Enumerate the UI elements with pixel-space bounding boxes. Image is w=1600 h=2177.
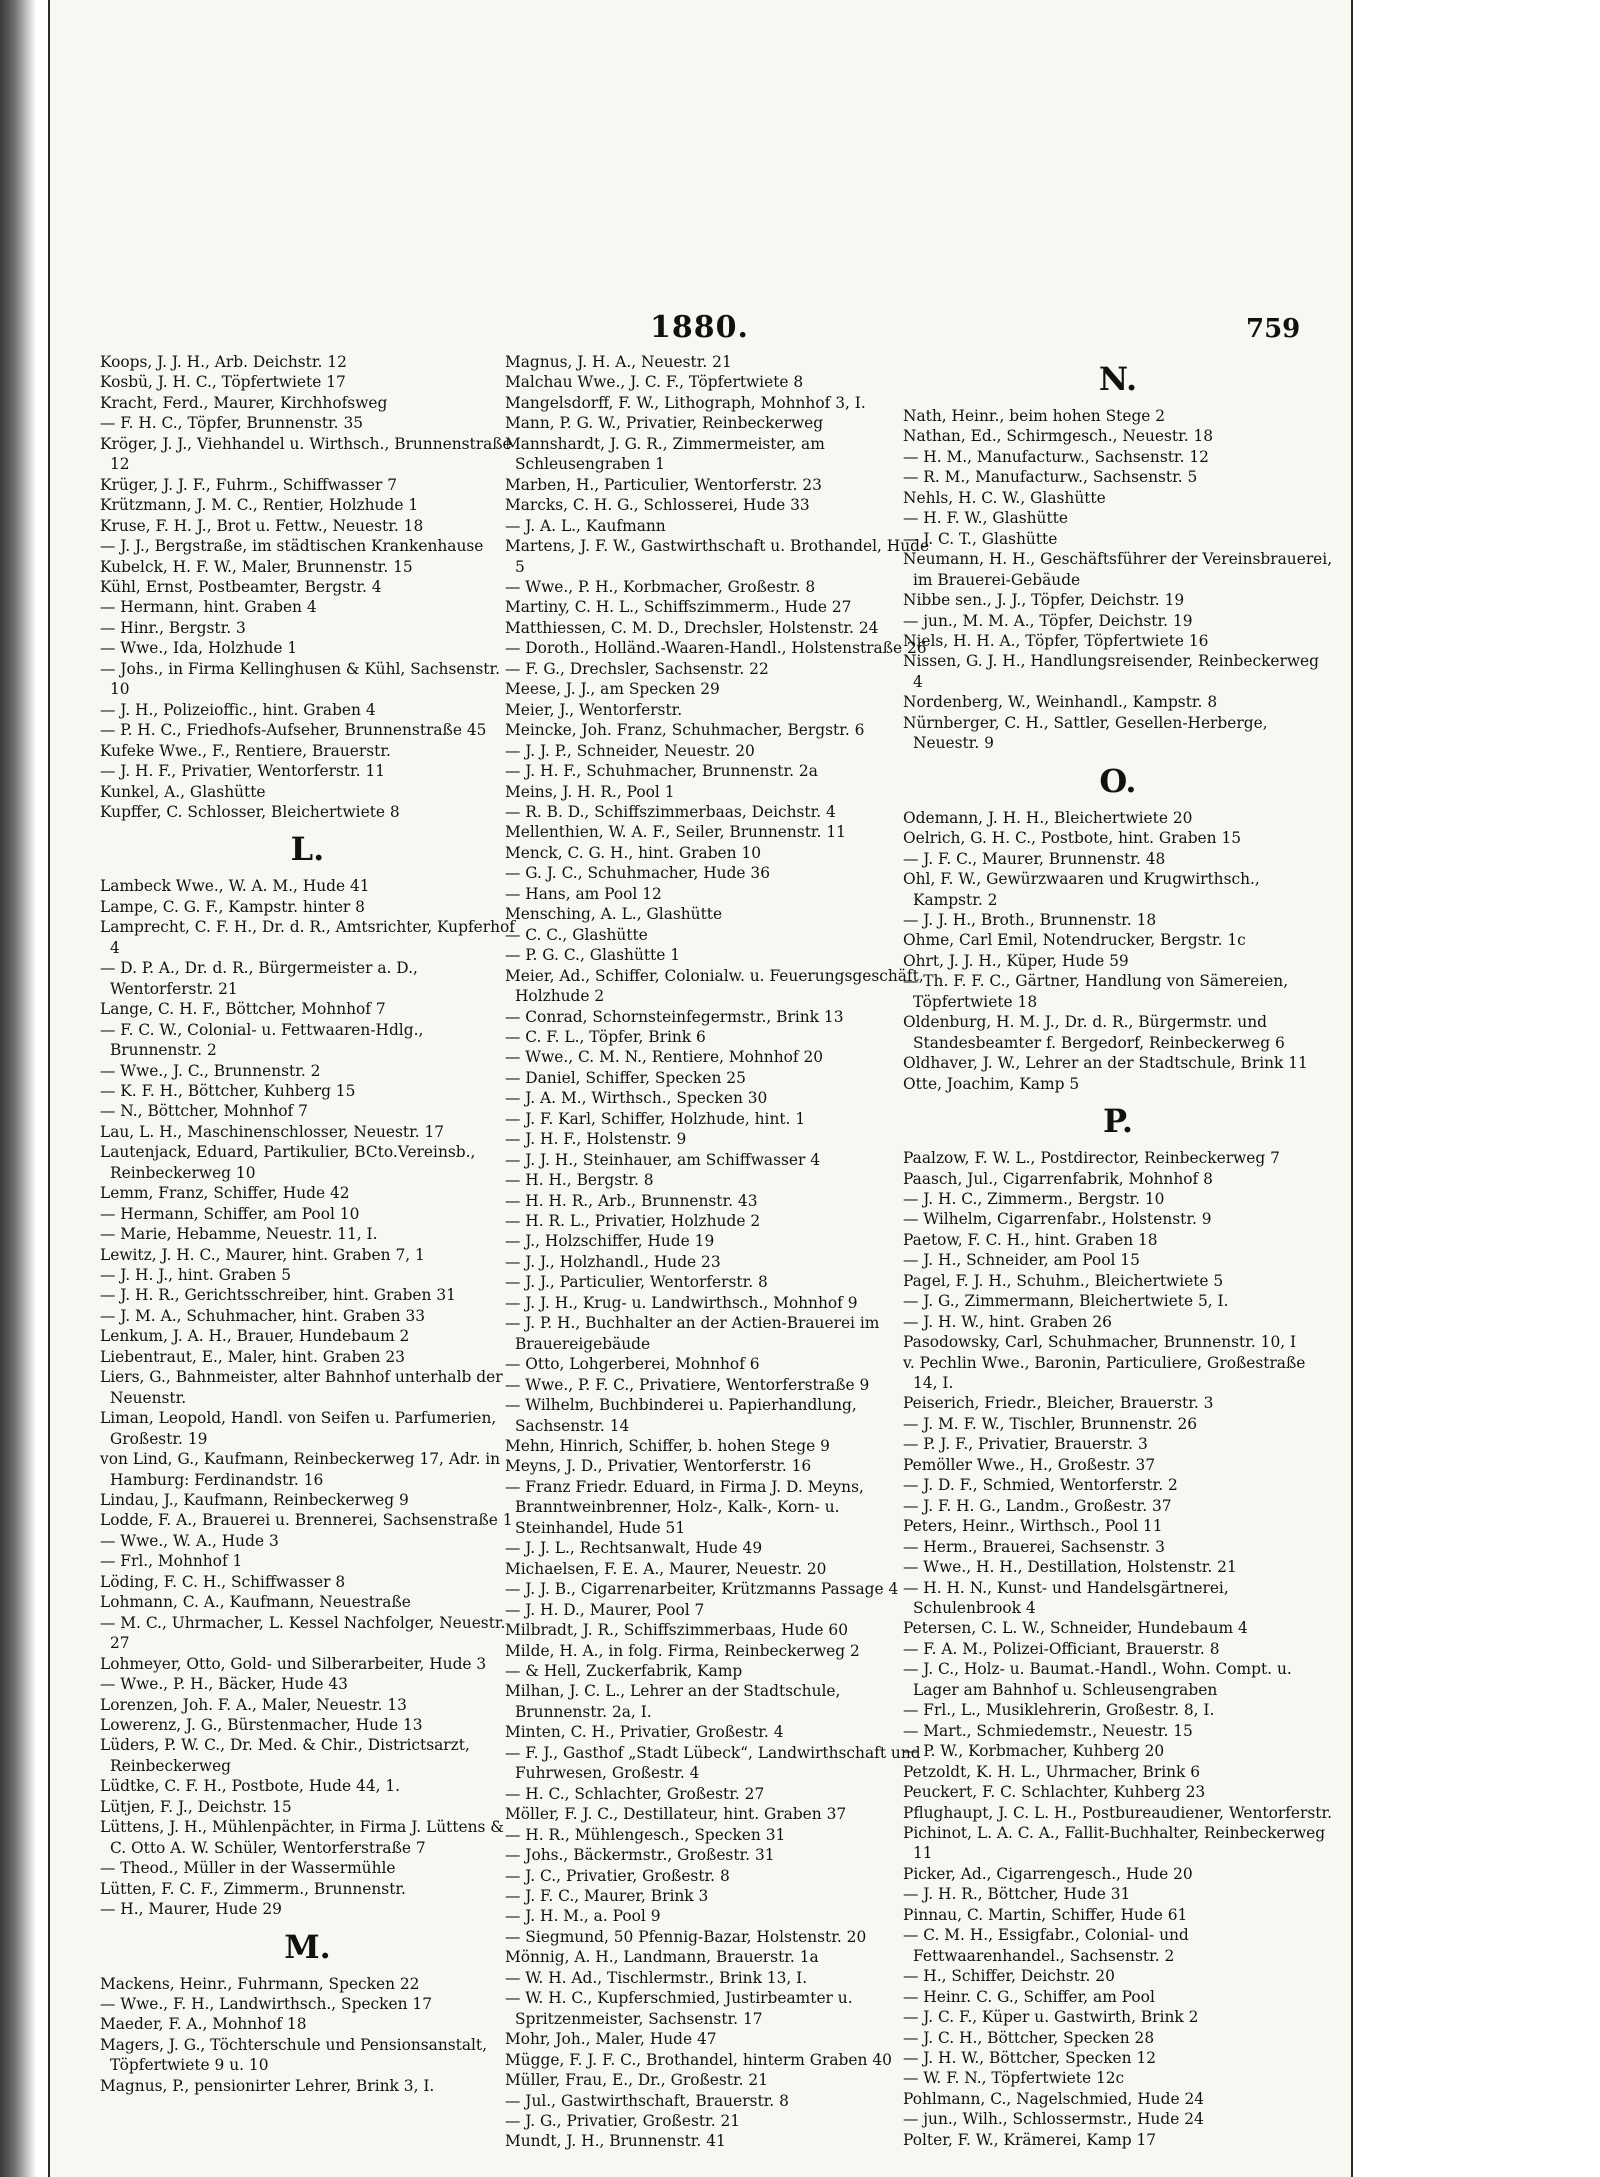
directory-entry: — Hinr., Bergstr. 3 bbox=[100, 618, 246, 637]
directory-entry: Meese, J. J., am Specken 29 bbox=[505, 680, 720, 699]
directory-entry: — Johs., Bäckermstr., Großestr. 31 bbox=[505, 1846, 775, 1865]
directory-entry: — P. W., Korbmacher, Kuhberg 20 bbox=[903, 1742, 1165, 1761]
directory-entry: Magers, J. G., Töchterschule und Pensionsanstalt, Töpfertwiete 9 u. 10 bbox=[100, 2035, 487, 2075]
directory-entry: Mönnig, A. H., Landmann, Brauerstr. 1a bbox=[505, 1948, 819, 1967]
directory-entry: — J. C., Holz- u. Baumat.-Handl., Wohn. Compt. u. Lager am Bahnhof u. Schleusengraben bbox=[903, 1660, 1292, 1699]
directory-entry: Pflughaupt, J. C. L. H., Postbureaudiener, Wentorferstr. bbox=[903, 1803, 1333, 1822]
directory-entry: — J. H. M., a. Pool 9 bbox=[505, 1907, 661, 1926]
directory-entry: Nath, Heinr., beim hohen Stege 2 bbox=[903, 407, 1166, 425]
directory-entry: — Wilhelm, Buchbinderei u. Papierhandlung, Sachsenstr. 14 bbox=[505, 1396, 857, 1435]
directory-entry: — Conrad, Schornsteinfegermstr., Brink 13 bbox=[505, 1007, 844, 1026]
directory-page bbox=[48, 0, 1353, 2177]
directory-entry: Lütjen, F. J., Deichstr. 15 bbox=[100, 1797, 292, 1816]
directory-entry: Niels, H. H. A., Töpfer, Töpfertwiete 16 bbox=[903, 631, 1209, 650]
directory-entry: — Hermann, Schiffer, am Pool 10 bbox=[100, 1204, 360, 1223]
directory-entry: Lüdtke, C. F. H., Postbote, Hude 44, 1. bbox=[100, 1777, 401, 1796]
directory-entry: Mügge, F. J. F. C., Brothandel, hinterm Graben 40 bbox=[505, 2050, 892, 2069]
directory-entry: Ohme, Carl Emil, Notendrucker, Bergstr. 1c bbox=[903, 931, 1246, 950]
directory-entry: — J. M. F. W., Tischler, Brunnenstr. 26 bbox=[903, 1414, 1198, 1433]
directory-entry: Magnus, P., pensionirter Lehrer, Brink 3, I. bbox=[100, 2076, 435, 2095]
directory-entry: Mehn, Hinrich, Schiffer, b. hohen Stege 9 bbox=[505, 1437, 830, 1456]
column-3 bbox=[903, 352, 1333, 2149]
directory-entry: — P. J. F., Privatier, Brauerstr. 3 bbox=[903, 1435, 1148, 1454]
directory-entry: — Johs., in Firma Kellinghusen & Kühl, Sachsenstr. 10 bbox=[100, 659, 501, 699]
directory-entry: Martens, J. F. W., Gastwirthschaft u. Brothandel, Hude 5 bbox=[505, 537, 930, 576]
directory-entry: — Frl., L., Musiklehrerin, Großestr. 8, I. bbox=[903, 1701, 1215, 1720]
directory-entry: — J. J. H., Steinhauer, am Schiffwasser 4 bbox=[505, 1150, 821, 1169]
section-letter-heading: M. bbox=[284, 1927, 331, 1966]
directory-entry: Nehls, H. C. W., Glashütte bbox=[903, 488, 1106, 507]
directory-entry: — P. H. C., Friedhofs-Aufseher, Brunnenstraße 45 bbox=[100, 721, 487, 740]
directory-entry: Mohr, Joh., Maler, Hude 47 bbox=[505, 2030, 717, 2049]
directory-entry: — W. H. Ad., Tischlermstr., Brink 13, I. bbox=[505, 1968, 808, 1987]
directory-entry: Möller, F. J. C., Destillateur, hint. Graben 37 bbox=[505, 1805, 847, 1824]
directory-entry: Löding, F. C. H., Schiffwasser 8 bbox=[100, 1572, 346, 1591]
directory-entry: Pagel, F. J. H., Schuhm., Bleichertwiete 5 bbox=[903, 1271, 1224, 1290]
directory-entry: — J. H. R., Gerichtsschreiber, hint. Graben 31 bbox=[100, 1286, 456, 1305]
directory-entry: Otte, Joachim, Kamp 5 bbox=[903, 1074, 1080, 1093]
directory-entry: — J. F. C., Maurer, Brunnenstr. 48 bbox=[903, 849, 1166, 868]
directory-entry: — P. G. C., Glashütte 1 bbox=[505, 946, 681, 965]
directory-entry: Lange, C. H. F., Böttcher, Mohnhof 7 bbox=[100, 1000, 386, 1019]
directory-entry: Lüttens, J. H., Mühlenpächter, in Firma J. Lüttens & C. Otto A. W. Schüler, Wentorferstraße 7 bbox=[100, 1818, 505, 1857]
directory-entry: Lowerenz, J. G., Bürstenmacher, Hude 13 bbox=[100, 1716, 423, 1734]
directory-entry: — J. C., Privatier, Großestr. 8 bbox=[505, 1866, 730, 1885]
directory-entry: — J. J., Particulier, Wentorferstr. 8 bbox=[505, 1273, 768, 1292]
directory-entry: Pohlmann, C., Nagelschmied, Hude 24 bbox=[903, 2089, 1205, 2108]
directory-entry: Pasodowsky, Carl, Schuhmacher, Brunnenstr. 10, I bbox=[903, 1333, 1297, 1352]
directory-entry: — Wwe., H. H., Destillation, Holstenstr. 21 bbox=[903, 1558, 1237, 1577]
directory-entry: Lindau, J., Kaufmann, Reinbeckerweg 9 bbox=[100, 1491, 409, 1510]
directory-entry: Petzoldt, K. H. L., Uhrmacher, Brink 6 bbox=[903, 1762, 1201, 1781]
directory-entry: — J. M. A., Schuhmacher, hint. Graben 33 bbox=[100, 1306, 426, 1325]
directory-entry: Lambeck Wwe., W. A. M., Hude 41 bbox=[100, 877, 370, 896]
directory-entry: — Wwe., J. C., Brunnenstr. 2 bbox=[100, 1061, 321, 1080]
directory-entry: — Hans, am Pool 12 bbox=[505, 884, 662, 903]
directory-entry: — J. H. W., hint. Graben 26 bbox=[903, 1312, 1112, 1331]
directory-entry: — jun., Wilh., Schlossermstr., Hude 24 bbox=[903, 2110, 1204, 2129]
directory-entry: — F. H. C., Töpfer, Brunnenstr. 35 bbox=[100, 414, 364, 433]
directory-entry: Odemann, J. H. H., Bleichertwiete 20 bbox=[903, 808, 1193, 827]
directory-entry: — C. C., Glashütte bbox=[505, 925, 648, 944]
directory-entry: von Lind, G., Kaufmann, Reinbeckerweg 17, Adr. in Hamburg: Ferdinandstr. 16 bbox=[100, 1450, 501, 1489]
directory-entry: — M. C., Uhrmacher, L. Kessel Nachfolger, Neuestr. 27 bbox=[100, 1613, 506, 1653]
directory-entry: Minten, C. H., Privatier, Großestr. 4 bbox=[505, 1723, 784, 1742]
directory-entry: — Wwe., Ida, Holzhude 1 bbox=[100, 639, 298, 658]
directory-entry: Mann, P. G. W., Privatier, Reinbeckerweg bbox=[505, 414, 824, 433]
directory-entry: — J. C. F., Küper u. Gastwirth, Brink 2 bbox=[903, 2008, 1199, 2027]
directory-entry: — Frl., Mohnhof 1 bbox=[100, 1552, 243, 1571]
directory-entry: — G. J. C., Schuhmacher, Hude 36 bbox=[505, 864, 771, 883]
directory-entry: — Franz Friedr. Eduard, in Firma J. D. Meyns, Branntweinbrenner, Holz-, Kalk-, Korn- u. Steinhandel, Hude 51 bbox=[505, 1477, 864, 1537]
directory-entry: Paasch, Jul., Cigarrenfabrik, Mohnhof 8 bbox=[903, 1169, 1213, 1188]
directory-entry: — J. P. H., Buchhalter an der Actien-Brauerei im Brauereigebäude bbox=[505, 1314, 880, 1353]
directory-entry: Nibbe sen., J. J., Töpfer, Deichstr. 19 bbox=[903, 591, 1185, 610]
directory-entry: Koops, J. J. H., Arb. Deichstr. 12 bbox=[100, 353, 347, 371]
directory-entry: Lenkum, J. A. H., Brauer, Hundebaum 2 bbox=[100, 1327, 410, 1346]
scan-binding-edge bbox=[0, 0, 36, 2177]
directory-entry: Matthiessen, C. M. D., Drechsler, Holstenstr. 24 bbox=[505, 618, 879, 637]
directory-entry: — Siegmund, 50 Pfennig-Bazar, Holstenstr. 20 bbox=[505, 1927, 867, 1946]
directory-entry: Meins, J. H. R., Pool 1 bbox=[505, 782, 675, 801]
directory-entry: Lewitz, J. H. C., Maurer, hint. Graben 7, 1 bbox=[100, 1245, 425, 1264]
directory-entry: Müller, Frau, E., Dr., Großestr. 21 bbox=[505, 2071, 768, 2090]
directory-entry: — Theod., Müller in der Wassermühle bbox=[100, 1859, 396, 1878]
directory-entry: Peiserich, Friedr., Bleicher, Brauerstr. 3 bbox=[903, 1394, 1214, 1413]
directory-entry: — Otto, Lohgerberei, Mohnhof 6 bbox=[505, 1355, 760, 1374]
directory-entry: — J. H., Polizeioffic., hint. Graben 4 bbox=[100, 700, 376, 719]
directory-entry: Marben, H., Particulier, Wentorferstr. 23 bbox=[505, 475, 822, 494]
directory-entry: Lemm, Franz, Schiffer, Hude 42 bbox=[100, 1184, 350, 1203]
directory-entry: Kubelck, H. F. W., Maler, Brunnenstr. 15 bbox=[100, 557, 413, 576]
directory-entry: Nissen, G. J. H., Handlungsreisender, Reinbeckerweg 4 bbox=[903, 652, 1319, 691]
directory-entry: — N., Böttcher, Mohnhof 7 bbox=[100, 1102, 308, 1121]
directory-entry: — Doroth., Holländ.-Waaren-Handl., Holstenstraße 26 bbox=[505, 639, 927, 658]
directory-entry: — Wwe., F. H., Landwirthsch., Specken 17 bbox=[100, 1994, 432, 2013]
section-letter-heading: P. bbox=[1103, 1102, 1133, 1141]
directory-entry: — J. H. W., Böttcher, Specken 12 bbox=[903, 2048, 1157, 2067]
directory-entry: Ohl, F. W., Gewürzwaaren und Krugwirthsch., Kampstr. 2 bbox=[903, 870, 1260, 909]
directory-entry: Paetow, F. C. H., hint. Graben 18 bbox=[903, 1230, 1158, 1249]
directory-entry: Magnus, J. H. A., Neuestr. 21 bbox=[505, 353, 732, 371]
directory-entry: Mellenthien, W. A. F., Seiler, Brunnenstr. 11 bbox=[505, 823, 846, 842]
directory-entry: — Hermann, hint. Graben 4 bbox=[100, 598, 317, 617]
directory-entry: Petersen, C. L. W., Schneider, Hundebaum 4 bbox=[903, 1619, 1248, 1638]
directory-entry: — J. F. C., Maurer, Brink 3 bbox=[505, 1886, 709, 1905]
directory-entry: Kühl, Ernst, Postbeamter, Bergstr. 4 bbox=[100, 577, 382, 596]
directory-entry: Mensching, A. L., Glashütte bbox=[505, 905, 723, 924]
directory-entry: Kracht, Ferd., Maurer, Kirchhofsweg bbox=[100, 393, 388, 412]
column-1 bbox=[100, 352, 515, 2095]
directory-entry: Liman, Leopold, Handl. von Seifen u. Parfumerien, Großestr. 19 bbox=[100, 1409, 497, 1448]
directory-entry: Ohrt, J. J. H., Küper, Hude 59 bbox=[903, 951, 1129, 970]
directory-entry: — J. J. L., Rechtsanwalt, Hude 49 bbox=[505, 1539, 763, 1558]
directory-entry: — W. H. C., Kupferschmied, Justirbeamter u. Spritzenmeister, Sachsenstr. 17 bbox=[505, 1989, 853, 2028]
column-2 bbox=[505, 352, 937, 2151]
directory-entry: Oldhaver, J. W., Lehrer an der Stadtschule, Brink 11 bbox=[903, 1054, 1308, 1073]
directory-entry: — C. F. L., Töpfer, Brink 6 bbox=[505, 1027, 706, 1046]
directory-entry: — J. A. L., Kaufmann bbox=[505, 516, 666, 535]
directory-entry: Mangelsdorff, F. W., Lithograph, Mohnhof 3, I. bbox=[505, 393, 866, 412]
directory-entry: — W. F. N., Töpfertwiete 12c bbox=[903, 2069, 1125, 2088]
directory-entry: — C. M. H., Essigfabr., Colonial- und Fettwaarenhandel., Sachsenstr. 2 bbox=[903, 1926, 1189, 1965]
directory-entry: Lohmeyer, Otto, Gold- und Silberarbeiter, Hude 3 bbox=[100, 1654, 487, 1673]
directory-entry: — J. H. F., Holstenstr. 9 bbox=[505, 1130, 687, 1149]
directory-entry: — J. H. D., Maurer, Pool 7 bbox=[505, 1600, 705, 1619]
directory-entry: Meyns, J. D., Privatier, Wentorferstr. 16 bbox=[505, 1457, 812, 1476]
directory-entry: — jun., M. M. A., Töpfer, Deichstr. 19 bbox=[903, 611, 1193, 630]
directory-entry: Lodde, F. A., Brauerei u. Brennerei, Sachsenstraße 1 bbox=[100, 1511, 513, 1530]
directory-entry: Kruse, F. H. J., Brot u. Fettw., Neuestr. 18 bbox=[100, 516, 424, 535]
directory-entry: Mackens, Heinr., Fuhrmann, Specken 22 bbox=[100, 1974, 420, 1993]
section-letter-heading: O. bbox=[1099, 761, 1137, 800]
directory-entry: Peuckert, F. C. Schlachter, Kuhberg 23 bbox=[903, 1783, 1206, 1802]
directory-entry: Meincke, Joh. Franz, Schuhmacher, Bergstr. 6 bbox=[505, 721, 865, 740]
directory-entry: Lampe, C. G. F., Kampstr. hinter 8 bbox=[100, 897, 365, 916]
directory-entry: Milbradt, J. R., Schiffszimmerbaas, Hude 60 bbox=[505, 1621, 849, 1640]
directory-entry: — F. A. M., Polizei-Officiant, Brauerstr. 8 bbox=[903, 1639, 1220, 1658]
directory-entry: Picker, Ad., Cigarrengesch., Hude 20 bbox=[903, 1864, 1193, 1883]
directory-entry: Peters, Heinr., Wirthsch., Pool 11 bbox=[903, 1517, 1163, 1536]
directory-entry: — J. H., Schneider, am Pool 15 bbox=[903, 1251, 1140, 1270]
directory-entry: — J. C. H., Böttcher, Specken 28 bbox=[903, 2028, 1155, 2047]
directory-entry: — H. H. R., Arb., Brunnenstr. 43 bbox=[505, 1191, 758, 1210]
directory-entry: — R. M., Manufacturw., Sachsenstr. 5 bbox=[903, 468, 1198, 487]
directory-entry: — Wwe., W. A., Hude 3 bbox=[100, 1531, 279, 1550]
directory-entry: Lohmann, C. A., Kaufmann, Neuestraße bbox=[100, 1593, 411, 1612]
directory-entry: Kosbü, J. H. C., Töpfertwiete 17 bbox=[100, 373, 346, 392]
section-letter-heading: L. bbox=[290, 830, 325, 869]
directory-entry: — Herm., Brauerei, Sachsenstr. 3 bbox=[903, 1537, 1165, 1556]
page-year: 1880. bbox=[650, 310, 749, 345]
directory-entry: — J. H. F., Schuhmacher, Brunnenstr. 2a bbox=[505, 762, 818, 781]
directory-entry: — J. H. F., Privatier, Wentorferstr. 11 bbox=[100, 762, 386, 781]
directory-entry: — J. A. M., Wirthsch., Specken 30 bbox=[505, 1089, 768, 1108]
directory-entry: — H. R. L., Privatier, Holzhude 2 bbox=[505, 1212, 761, 1231]
directory-entry: — J. J. P., Schneider, Neuestr. 20 bbox=[505, 741, 755, 760]
directory-entry: — Wwe., P. F. C., Privatiere, Wentorferstraße 9 bbox=[505, 1375, 870, 1394]
directory-entry: — J. G., Privatier, Großestr. 21 bbox=[505, 2111, 741, 2130]
directory-entry: — J. H. J., hint. Graben 5 bbox=[100, 1266, 291, 1285]
directory-entry: — Th. F. F. C., Gärtner, Handlung von Sämereien, Töpfertwiete 18 bbox=[903, 972, 1289, 1011]
directory-entry: Marcks, C. H. G., Schlosserei, Hude 33 bbox=[505, 496, 810, 515]
directory-entry: — J., Holzschiffer, Hude 19 bbox=[505, 1232, 715, 1251]
directory-entry: — J. F. Karl, Schiffer, Holzhude, hint. 1 bbox=[505, 1109, 806, 1128]
directory-entry: Lüders, P. W. C., Dr. Med. & Chir., Districtsarzt, Reinbeckerweg bbox=[100, 1736, 470, 1775]
directory-entry: Maeder, F. A., Mohnhof 18 bbox=[100, 2015, 307, 2034]
directory-entry: Nathan, Ed., Schirmgesch., Neuestr. 18 bbox=[903, 427, 1214, 446]
directory-entry: Mannshardt, J. G. R., Zimmermeister, am Schleusengraben 1 bbox=[505, 434, 825, 474]
directory-entry: — J. J., Holzhandl., Hude 23 bbox=[505, 1252, 721, 1271]
directory-entry: — Heinr. C. G., Schiffer, am Pool bbox=[903, 1987, 1155, 2006]
directory-entry: Nordenberg, W., Weinhandl., Kampstr. 8 bbox=[903, 693, 1218, 712]
directory-entry: Polter, F. W., Krämerei, Kamp 17 bbox=[903, 2130, 1157, 2149]
directory-entry: Paalzow, F. W. L., Postdirector, Reinbeckerweg 7 bbox=[903, 1149, 1280, 1168]
directory-entry: Lütten, F. C. F., Zimmerm., Brunnenstr. bbox=[100, 1879, 406, 1898]
directory-entry: — Wwe., P. H., Korbmacher, Großestr. 8 bbox=[505, 577, 816, 596]
directory-entry: — Wilhelm, Cigarrenfabr., Holstenstr. 9 bbox=[903, 1210, 1212, 1229]
directory-entry: Meier, J., Wentorferstr. bbox=[505, 700, 683, 719]
directory-entry: Kufeke Wwe., F., Rentiere, Brauerstr. bbox=[100, 741, 391, 760]
directory-entry: Menck, C. G. H., hint. Graben 10 bbox=[505, 843, 762, 862]
directory-entry: — H. H., Bergstr. 8 bbox=[505, 1171, 654, 1190]
directory-entry: Krützmann, J. M. C., Rentier, Holzhude 1 bbox=[100, 496, 419, 515]
directory-entry: Lau, L. H., Maschinenschlosser, Neuestr. 17 bbox=[100, 1122, 445, 1141]
directory-entry: — D. P. A., Dr. d. R., Bürgermeister a. D., Wentorferstr. 21 bbox=[100, 959, 418, 998]
directory-entry: Lamprecht, C. F. H., Dr. d. R., Amtsrichter, Kupferhof 4 bbox=[100, 918, 515, 957]
directory-entry: — H., Maurer, Hude 29 bbox=[100, 1900, 282, 1919]
directory-entry: — J. H. C., Zimmerm., Bergstr. 10 bbox=[903, 1189, 1165, 1208]
directory-entry: Malchau Wwe., J. C. F., Töpfertwiete 8 bbox=[505, 373, 804, 392]
directory-entry: — F. G., Drechsler, Sachsenstr. 22 bbox=[505, 659, 769, 678]
directory-entry: — J. G., Zimmermann, Bleichertwiete 5, I. bbox=[903, 1292, 1229, 1311]
directory-entry: — & Hell, Zuckerfabrik, Kamp bbox=[505, 1662, 743, 1680]
directory-entry: — Wwe., P. H., Bäcker, Hude 43 bbox=[100, 1675, 348, 1694]
directory-entry: Liers, G., Bahnmeister, alter Bahnhof unterhalb der Neuenstr. bbox=[100, 1368, 503, 1407]
directory-entry: — H. C., Schlachter, Großestr. 27 bbox=[505, 1784, 765, 1803]
directory-entry: Meier, Ad., Schiffer, Colonialw. u. Feuerungsgeschäft, Holzhude 2 bbox=[505, 966, 924, 1006]
directory-entry: — J. J. H., Krug- u. Landwirthsch., Mohnhof 9 bbox=[505, 1293, 858, 1312]
directory-entry: — J. J., Bergstraße, im städtischen Krankenhause bbox=[100, 537, 484, 556]
directory-entry: — Marie, Hebamme, Neuestr. 11, I. bbox=[100, 1225, 378, 1244]
directory-entry: — H. F. W., Glashütte bbox=[903, 509, 1068, 528]
directory-entry: Nürnberger, C. H., Sattler, Gesellen-Herberge, Neuestr. 9 bbox=[903, 713, 1268, 753]
directory-entry: — J. F. H. G., Landm., Großestr. 37 bbox=[903, 1496, 1172, 1515]
directory-entry: — Wwe., C. M. N., Rentiere, Mohnhof 20 bbox=[505, 1048, 824, 1067]
directory-entry: Milde, H. A., in folg. Firma, Reinbeckerweg 2 bbox=[505, 1641, 860, 1660]
directory-entry: Liebentraut, E., Maler, hint. Graben 23 bbox=[100, 1347, 405, 1366]
directory-entry: Milhan, J. C. L., Lehrer an der Stadtschule, Brunnenstr. 2a, I. bbox=[505, 1682, 841, 1721]
directory-entry: Martiny, C. H. L., Schiffszimmerm., Hude 27 bbox=[505, 598, 852, 617]
directory-entry: Michaelsen, F. E. A., Maurer, Neuestr. 20 bbox=[505, 1559, 827, 1578]
directory-entry: Lautenjack, Eduard, Partikulier, BCto.Vereinsb., Reinbeckerweg 10 bbox=[100, 1143, 476, 1182]
directory-entry: Mundt, J. H., Brunnenstr. 41 bbox=[505, 2132, 726, 2151]
directory-entry: — K. F. H., Böttcher, Kuhberg 15 bbox=[100, 1081, 356, 1100]
directory-entry: — R. B. D., Schiffszimmerbaas, Deichstr. 4 bbox=[505, 802, 836, 821]
directory-entry: Kröger, J. J., Viehhandel u. Wirthsch., Brunnenstraße 12 bbox=[100, 434, 512, 474]
directory-entry: Kupffer, C. Schlosser, Bleichertwiete 8 bbox=[100, 802, 400, 821]
directory-entry: — F. J., Gasthof „Stadt Lübeck“, Landwirthschaft und Fuhrwesen, Großestr. 4 bbox=[505, 1743, 921, 1783]
directory-entry: Oldenburg, H. M. J., Dr. d. R., Bürgermstr. und Standesbeamter f. Bergedorf, Reinbeckerweg 6 bbox=[903, 1013, 1285, 1052]
directory-entry: — F. C. W., Colonial- u. Fettwaaren-Hdlg., Brunnenstr. 2 bbox=[100, 1020, 424, 1060]
directory-entry: — J. C. T., Glashütte bbox=[903, 529, 1058, 548]
directory-entry: — Jul., Gastwirthschaft, Brauerstr. 8 bbox=[505, 2091, 789, 2110]
directory-entry: — J. H. R., Böttcher, Hude 31 bbox=[903, 1885, 1131, 1904]
directory-entry: — Daniel, Schiffer, Specken 25 bbox=[505, 1068, 746, 1087]
page-number: 759 bbox=[1246, 314, 1301, 344]
section-letter-heading: N. bbox=[1098, 360, 1138, 398]
directory-entry: — J. D. F., Schmied, Wentorferstr. 2 bbox=[903, 1476, 1178, 1495]
directory-entry: Pinnau, C. Martin, Schiffer, Hude 61 bbox=[903, 1905, 1188, 1924]
directory-entry: Pichinot, L. A. C. A., Fallit-Buchhalter, Reinbeckerweg 11 bbox=[903, 1824, 1326, 1863]
directory-entry: — J. J. B., Cigarrenarbeiter, Krützmanns Passage 4 bbox=[505, 1580, 899, 1599]
directory-entry: — H., Schiffer, Deichstr. 20 bbox=[903, 1967, 1115, 1986]
directory-entry: — H. M., Manufacturw., Sachsenstr. 12 bbox=[903, 447, 1209, 466]
directory-entry: — H. R., Mühlengesch., Specken 31 bbox=[505, 1825, 786, 1844]
directory-entry: Kunkel, A., Glashütte bbox=[100, 782, 266, 801]
directory-entry: Lorenzen, Joh. F. A., Maler, Neuestr. 13 bbox=[100, 1695, 407, 1714]
directory-entry: v. Pechlin Wwe., Baronin, Particuliere, Großestraße 14, I. bbox=[903, 1353, 1306, 1393]
directory-entry: — J. J. H., Broth., Brunnenstr. 18 bbox=[903, 910, 1157, 929]
directory-entry: Neumann, H. H., Geschäftsführer der Vereinsbrauerei, im Brauerei-Gebäude bbox=[903, 550, 1333, 589]
directory-entry: Krüger, J. J. F., Fuhrm., Schiffwasser 7 bbox=[100, 475, 398, 494]
directory-entry: Pemöller Wwe., H., Großestr. 37 bbox=[903, 1455, 1156, 1474]
directory-entry: — H. H. N., Kunst- und Handelsgärtnerei, Schulenbrook 4 bbox=[903, 1578, 1229, 1618]
directory-entry: — Mart., Schmiedemstr., Neuestr. 15 bbox=[903, 1721, 1193, 1740]
directory-entry: Oelrich, G. H. C., Postbote, hint. Graben 15 bbox=[903, 829, 1242, 848]
